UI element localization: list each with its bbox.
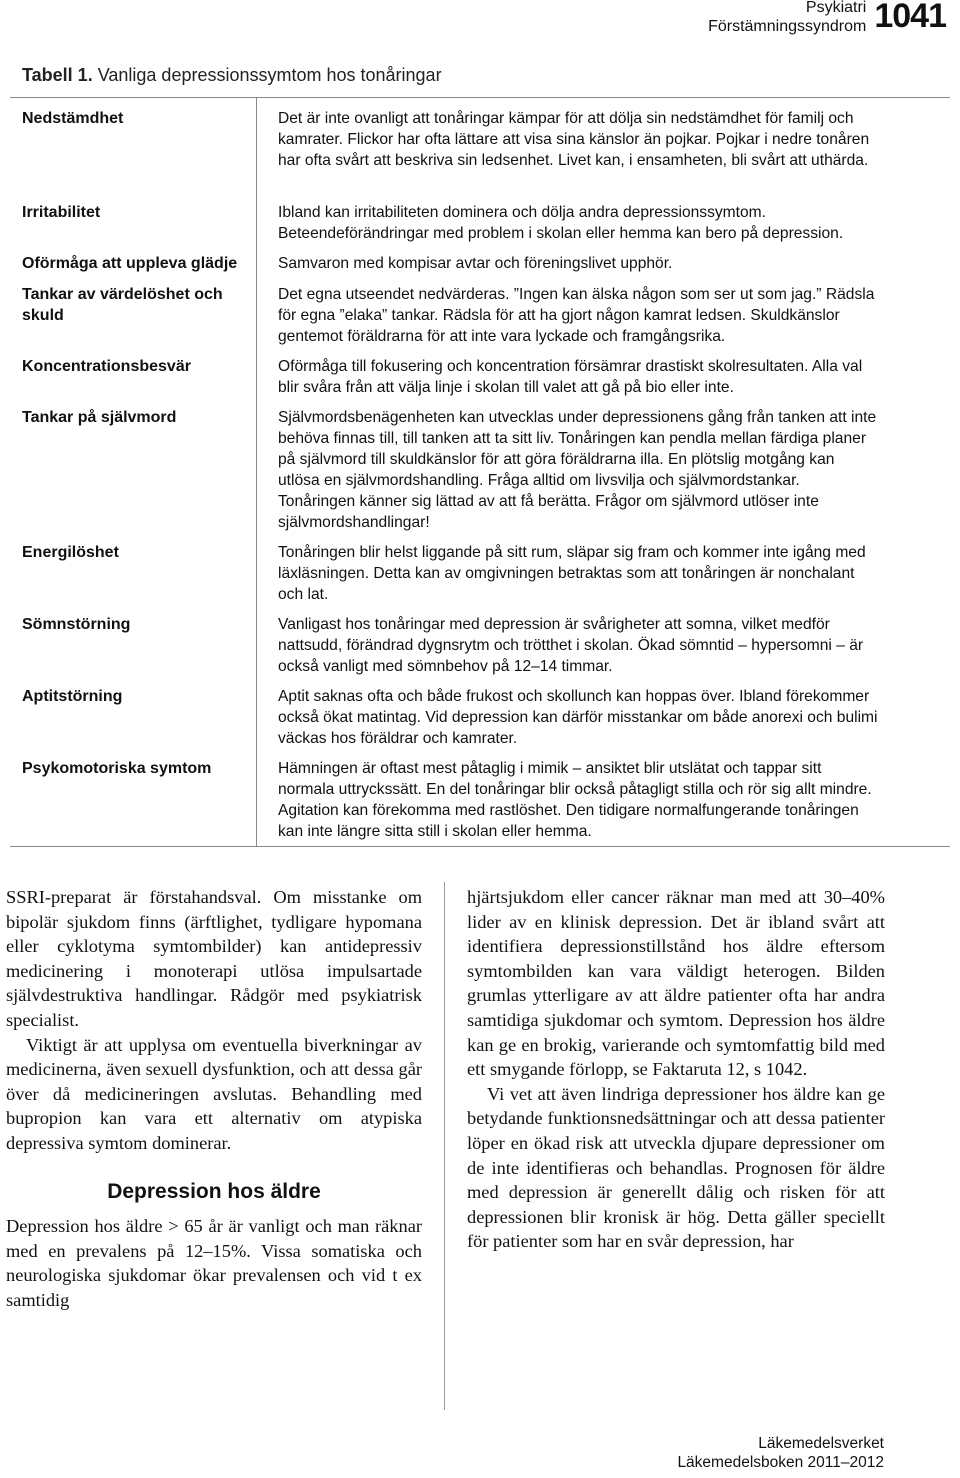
chapter-name: Förstämningssyndrom xyxy=(708,18,867,35)
table-top-rule xyxy=(10,97,950,98)
page-footer xyxy=(677,1434,884,1472)
symptom-label: Psykomotoriska symtom xyxy=(22,760,212,777)
symptom-description: Tonåringen blir helst liggande på sitt rum, släpar sig fram och kommer inte igång med läxläsningen. Detta kan av omgivningen betraktas som att tonåringen är nonchalant och lat. xyxy=(278,544,866,603)
running-head xyxy=(708,0,866,36)
section-name: Psykiatri xyxy=(805,0,867,16)
table-column-divider xyxy=(256,98,257,846)
symptom-description: Aptit saknas ofta och både frukost och skollunch kan hoppas över. Ibland förekommer också ökat matintag. Vid depression kan därför misstankar om både anorexi och bulimi väckas hos föräldrar och kamrater. xyxy=(278,688,878,747)
paragraph: Vi vet att även lindriga depressioner hos äldre kan ge betydande funktionsnedsättningar och att dessa patienter löper en ökad risk att utveckla djupare depressioner om de inte identifieras och behandlas. Prognosen för äldre med depression är generellt dålig och risken för att depressionen blir kronisk är hög. Detta gäller speciellt för patienter som har en svår depression, har xyxy=(467,1083,885,1252)
left-text-column xyxy=(6,885,422,1313)
symptom-label: Nedstämdhet xyxy=(22,110,124,127)
column-divider xyxy=(444,882,445,1410)
table-title xyxy=(22,65,442,86)
symptom-label: Energilöshet xyxy=(22,544,119,561)
symptom-label: Oförmåga att uppleva glädje xyxy=(22,255,238,272)
symptom-description: Det är inte ovanligt att tonåringar kämpar för att dölja sin nedstämdhet för familj och kamrater. Flickor har ofta lättare att visa sina känslor än pojkar. Pojkar i nedre tonåren har ofta svårt att beskriva sin ledsenhet. Livet kan, i ensamheten, bli svårt att uthärda. xyxy=(278,110,870,169)
symptom-description: Oförmåga till fokusering och koncentration försämrar drastiskt skolresultaten. Alla val blir svåra från att välja linje i skolan till valet att gå på bio eller inte. xyxy=(278,358,863,396)
symptom-label: Tankar på självmord xyxy=(22,409,177,426)
symptom-description: Självmordsbenägenheten kan utvecklas under depressionens gång från tanken att inte behöva finnas till, till tanken att ta sitt liv. Tonåringen kan pendla mellan färdiga planer på självmord till skuldkänslor för att göra föräldrarna illa. En plötslig motgång kan utlösa en självmordshandling. Fråga alltid om livsvilja och självmordstankar. Tonåringen känner sig lättad av att få berätta. Frågor om självmord utlöser inte självmordshandlingar! xyxy=(278,409,877,531)
symptom-label: Sömnstörning xyxy=(22,616,131,633)
symptom-description: Samvaron med kompisar avtar och föreningslivet upphör. xyxy=(278,255,673,272)
section-heading: Depression hos äldre xyxy=(107,1179,321,1203)
symptom-description: Hämningen är oftast mest påtaglig i mimik – ansiktet blir utslätat och tappar sitt normala uttryckssätt. En del tonåringar blir också påtagligt stilla och rör sig allt mindre. Agitation kan förekomma med rastlöshet. Den tidigare normalfungerande tonåringen kan inte längre sitta still i skolan eller hemma. xyxy=(278,760,872,840)
symptom-description: Ibland kan irritabiliteten dominera och dölja andra depressionssymtom. Beteendeförändringar med problem i skolan eller hemma kan bero på depression. xyxy=(278,204,844,242)
paragraph: SSRI-preparat är förstahandsval. Om misstanke om bipolär sjukdom finns (ärftlighet, tydligare hypomana eller cyklotyma symtombilder) kan antidepressiv medicinering i monoterapi utlösa impulsartade självdestruktiva handlingar. Rådgör med psykiatrisk specialist. xyxy=(6,887,422,1030)
paragraph: hjärtsjukdom eller cancer räknar man med att 30–40% lider av en klinisk depression. Det är ibland svårt att identifiera depressionstillstånd hos äldre eftersom symtombilden kan vara väldigt heterogen. Bilden grumlas ytterligare av att äldre patienter ofta har andra samtidiga sjukdomar och symtom. Depression hos äldre kan ge en brokig, varierande och symtomfattig bild med ett smygande förlopp, se Faktaruta 12, s 1042. xyxy=(467,887,885,1080)
paragraph: Viktigt är att upplysa om eventuella biverkningar av medicinerna, även sexuell dysfunktion, och att dessa går över då medicineringen avslutas. Behandling med bupropion kan vara ett alternativ om atypiska depressiva symtom dominerar. xyxy=(6,1034,422,1153)
page-header xyxy=(708,0,946,40)
symptom-label: Aptitstörning xyxy=(22,688,123,705)
symptom-description: Vanligast hos tonåringar med depression är svårigheter att somna, vilket medför nattsudd, förändrad dygnsrytm och trötthet i skolan. Ökad sömntid – hypersomni – är också vanligt med sömnbehov på 12–14 timmar. xyxy=(278,616,864,675)
table-number: Tabell 1. xyxy=(22,65,93,85)
symptom-label: Tankar av värdelöshet och skuld xyxy=(22,286,223,324)
table-caption: Vanliga depressionssymtom hos tonåringar xyxy=(97,65,442,85)
paragraph: Depression hos äldre > 65 år är vanligt och man räknar med en prevalens på 12–15%. Vissa somatiska och neurologiska sjukdomar ökar prevalensen och vid t ex samtidig xyxy=(6,1216,422,1310)
symptom-label: Koncentrationsbesvär xyxy=(22,358,191,375)
symptom-description: Det egna utseendet nedvärderas. ”Ingen kan älska någon som ser ut som jag.” Rädsla för egna ”elaka” tankar. Rädsla för att ha gjort någon kamrat ledsen. Skuldkänslor gentemot föräldrarna för att inte vara lyckade och framgångsrika. xyxy=(278,286,875,345)
symptom-label: Irritabilitet xyxy=(22,204,101,221)
publisher: Läkemedelsverket xyxy=(758,1435,884,1452)
table-bottom-rule xyxy=(10,846,950,847)
right-text-column xyxy=(467,885,885,1254)
publication: Läkemedelsboken 2011–2012 xyxy=(677,1454,884,1471)
page-number: 1041 xyxy=(874,0,946,35)
